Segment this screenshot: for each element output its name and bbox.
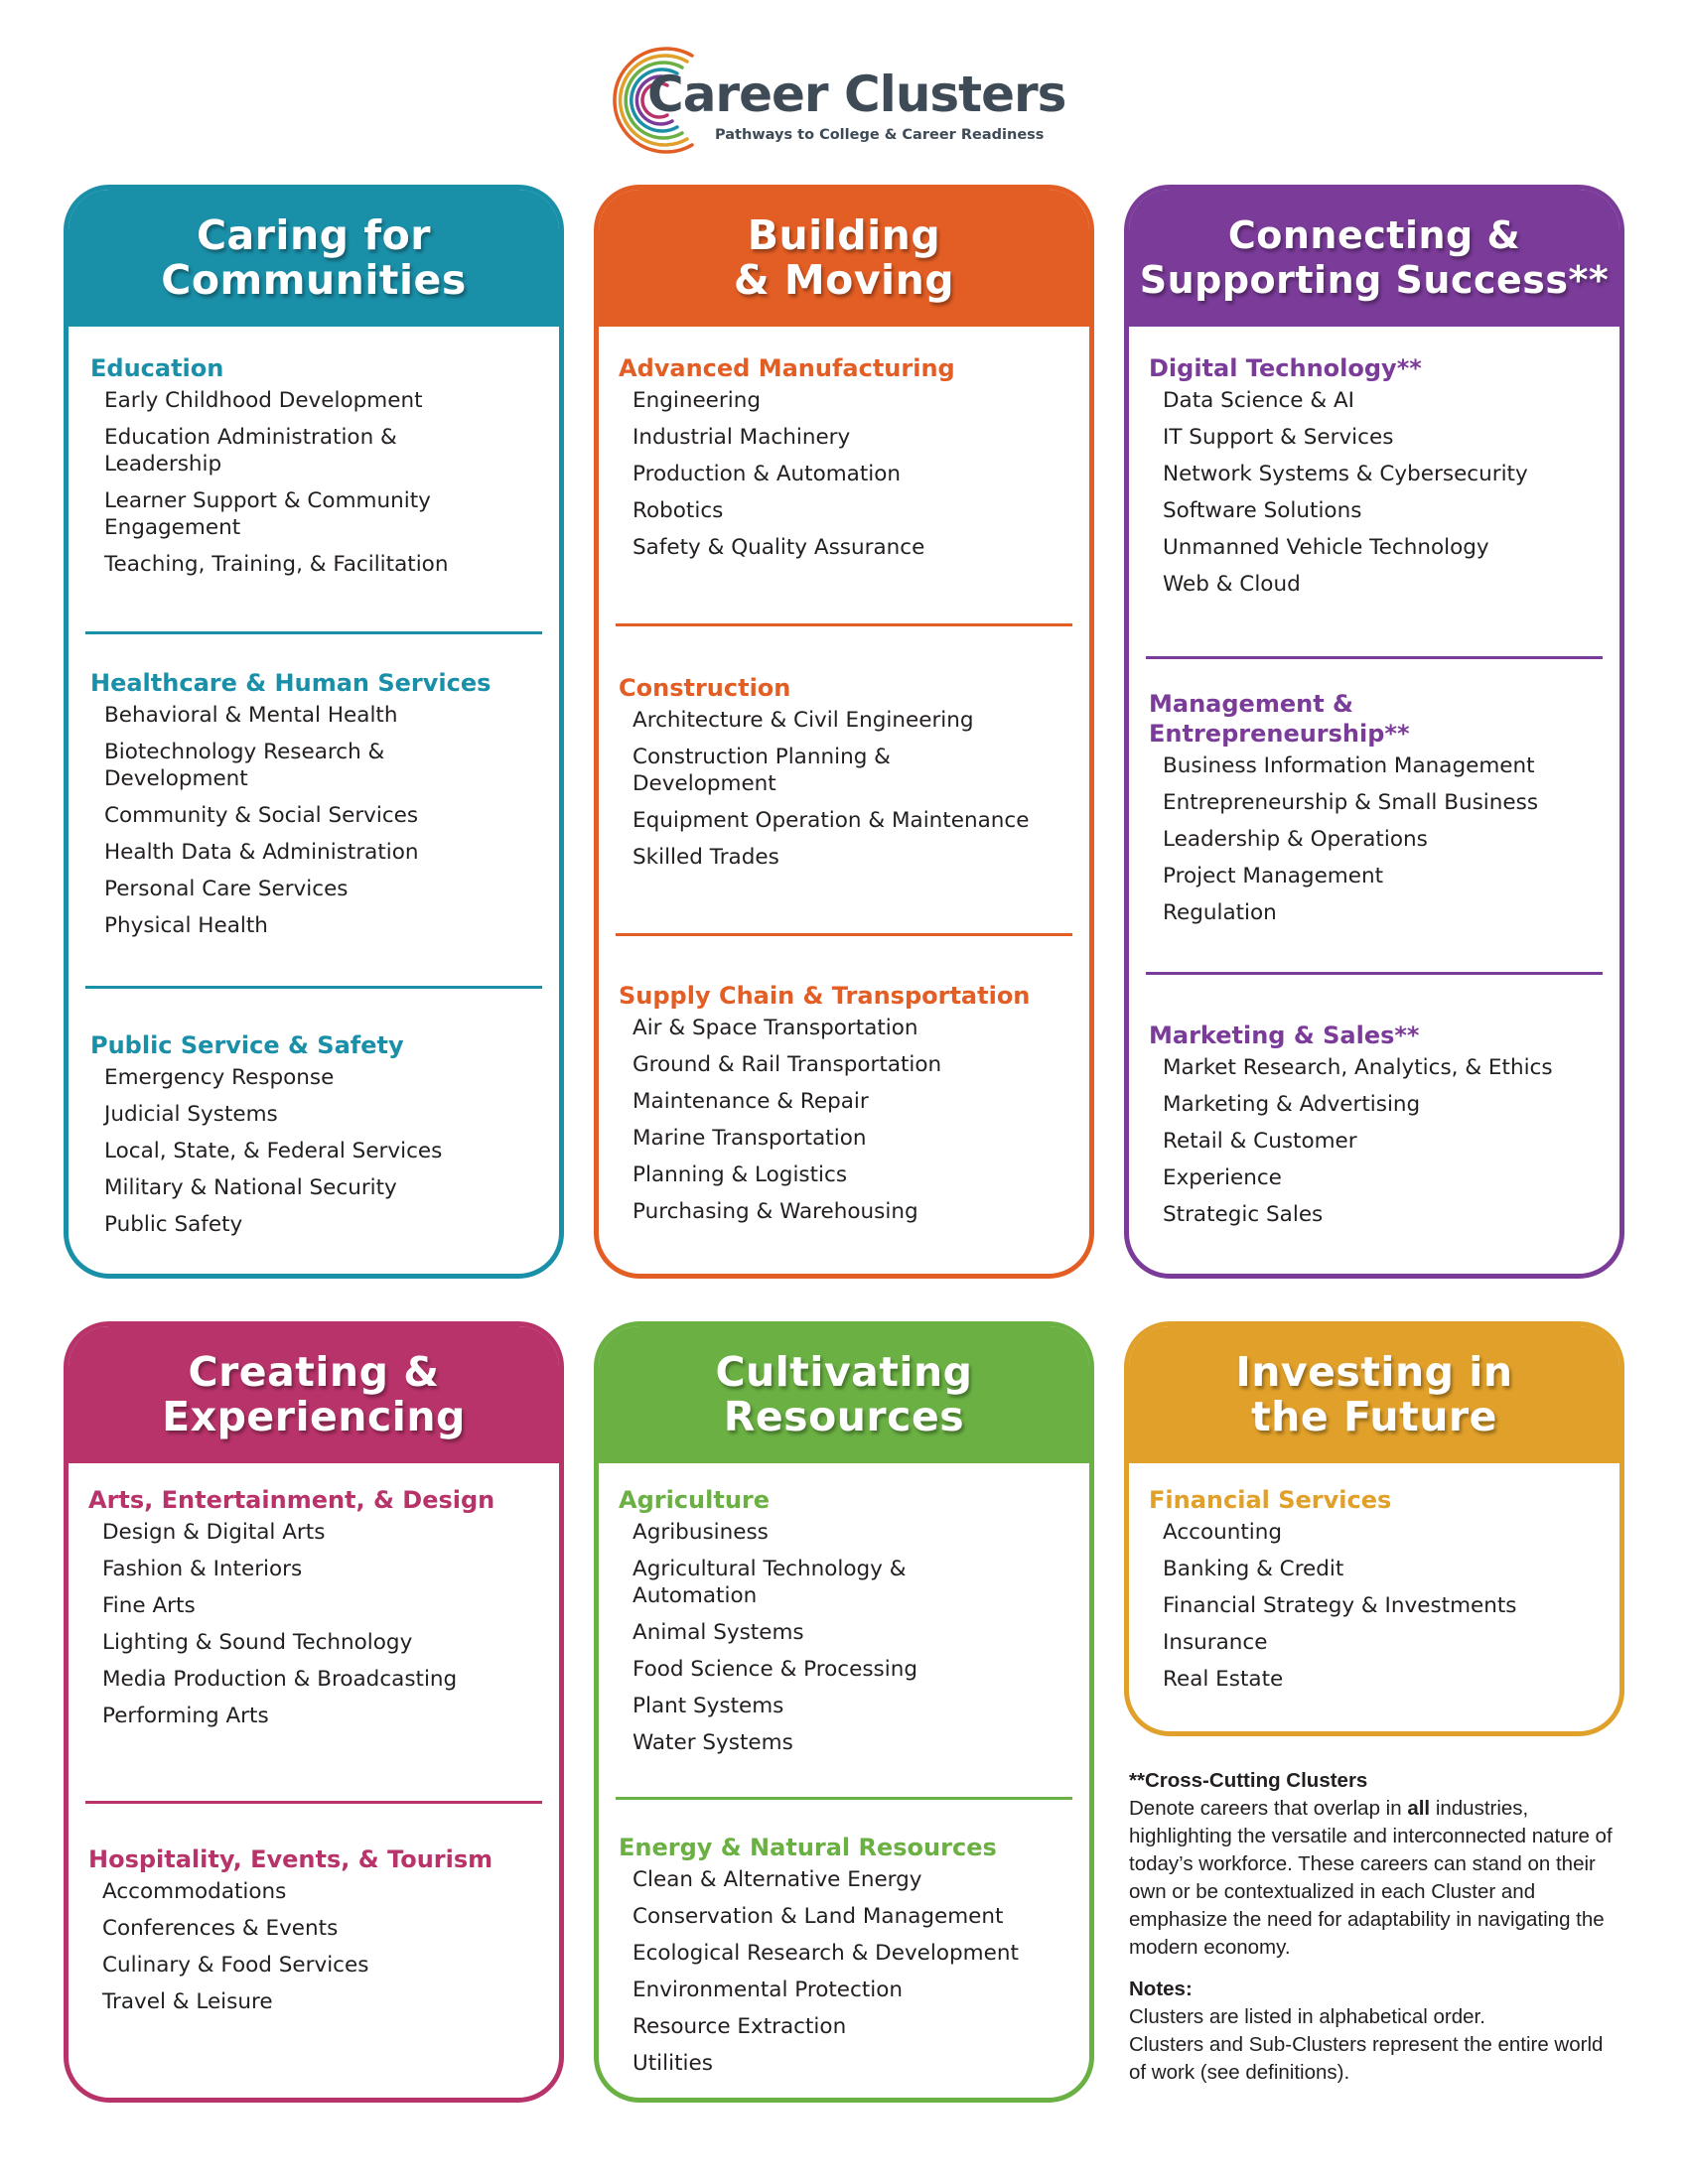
cluster-card-cultivating-resources xyxy=(594,1321,1094,2103)
pathway-item: Behavioral & Mental Health xyxy=(104,703,398,728)
notes-title: Notes: xyxy=(1129,1978,1193,2000)
pathway-item: Planning & Logistics xyxy=(633,1162,848,1187)
pathway-item: Architecture & Civil Engineering xyxy=(633,708,974,733)
pathway-item: Industrial Machinery xyxy=(633,425,851,450)
subcluster-digital-technology xyxy=(1149,353,1616,608)
pathway-item: Lighting & Sound Technology xyxy=(102,1630,413,1655)
pathway-list xyxy=(102,1878,555,2015)
subcluster-divider xyxy=(1146,972,1603,975)
pathway-item: Real Estate xyxy=(1163,1667,1284,1692)
pathway-item: Maintenance & Repair xyxy=(633,1089,869,1114)
cluster-card-connecting-and-supporting-success xyxy=(1124,185,1624,1279)
pathway-list xyxy=(104,387,557,578)
pathway-item: Retail & Customer xyxy=(1163,1129,1357,1154)
pathway-item: Market Research, Analytics, & Ethics xyxy=(1163,1055,1553,1080)
pathway-item: Environmental Protection xyxy=(633,1978,904,2002)
subcluster-advanced-manufacturing xyxy=(619,353,1085,571)
pathway-item: Fashion & Interiors xyxy=(102,1557,303,1581)
cross-cutting-title: **Cross-Cutting Clusters xyxy=(1129,1769,1368,1792)
subcluster-divider xyxy=(85,1801,542,1804)
subcluster-title: Public Service & Safety xyxy=(90,1031,404,1059)
cluster-card-caring-for-communities xyxy=(64,185,564,1279)
pathway-item: Construction Planning & Development xyxy=(633,745,891,796)
pathway-list xyxy=(633,1519,1085,1756)
pathway-item: Resource Extraction xyxy=(633,2014,847,2039)
pathway-item: Teaching, Training, & Facilitation xyxy=(104,552,449,577)
pathway-item: Ecological Research & Development xyxy=(633,1941,1019,1966)
pathway-item: Banking & Credit xyxy=(1163,1557,1344,1581)
subcluster-healthcare-and-human-services xyxy=(90,668,557,949)
subcluster-supply-chain-and-transportation xyxy=(619,981,1085,1235)
pathway-item: Skilled Trades xyxy=(633,845,779,870)
pathway-item: Emergency Response xyxy=(104,1065,335,1090)
pathway-item: Insurance xyxy=(1163,1630,1268,1655)
subcluster-agriculture xyxy=(619,1485,1085,1766)
pathway-item: Software Solutions xyxy=(1163,498,1362,523)
pathway-item: Regulation xyxy=(1163,900,1277,925)
pathway-item: Biotechnology Research & Development xyxy=(104,740,385,791)
pathway-item: Public Safety xyxy=(104,1212,243,1237)
pathway-item: Performing Arts xyxy=(102,1704,269,1728)
footnote xyxy=(1129,1767,1625,2101)
pathway-item: Media Production & Broadcasting xyxy=(102,1667,458,1692)
pathway-item: Accommodations xyxy=(102,1879,287,1904)
pathway-item: Conservation & Land Management xyxy=(633,1904,1004,1929)
pathway-item: Water Systems xyxy=(633,1730,793,1755)
pathway-item: Ground & Rail Transportation xyxy=(633,1052,942,1077)
subcluster-divider xyxy=(85,986,542,989)
pathway-item: Unmanned Vehicle Technology xyxy=(1163,535,1489,560)
pathway-list xyxy=(1163,1519,1616,1693)
cluster-card-building-and-moving xyxy=(594,185,1094,1279)
subcluster-title: Digital Technology** xyxy=(1149,354,1422,382)
pathway-item: Early Childhood Development xyxy=(104,388,423,413)
pathway-item: Clean & Alternative Energy xyxy=(633,1867,922,1892)
pathway-list xyxy=(1163,1054,1616,1228)
subcluster-construction xyxy=(619,673,1085,881)
subcluster-divider xyxy=(616,1797,1072,1800)
pathway-list xyxy=(104,702,557,939)
pathway-item: Animal Systems xyxy=(633,1620,804,1645)
pathway-item: Fine Arts xyxy=(102,1593,196,1618)
pathway-item: Culinary & Food Services xyxy=(102,1953,369,1978)
cluster-header xyxy=(599,190,1089,327)
subcluster-divider xyxy=(616,933,1072,936)
subcluster-arts-entertainment-and-design xyxy=(88,1485,555,1739)
cluster-title: Creating & Experiencing xyxy=(162,1348,466,1440)
pathway-item: Design & Digital Arts xyxy=(102,1520,326,1545)
cluster-title: Connecting & Supporting Success** xyxy=(1139,213,1610,302)
logo-tagline: Pathways to College & Career Readiness xyxy=(715,127,1045,143)
pathway-list xyxy=(1163,752,1616,926)
pathway-list xyxy=(102,1519,555,1729)
cluster-header xyxy=(599,1326,1089,1463)
subcluster-title: Construction xyxy=(619,674,791,702)
pathway-item: Military & National Security xyxy=(104,1175,397,1200)
cluster-header xyxy=(1129,1326,1619,1463)
subcluster-title: Management & Entrepreneurship** xyxy=(1149,690,1410,748)
pathway-item: Agricultural Technology & Automation xyxy=(633,1557,907,1608)
cluster-title: Investing in the Future xyxy=(1235,1348,1513,1440)
cluster-header xyxy=(1129,190,1619,327)
pathway-item: Project Management xyxy=(1163,864,1384,888)
pathway-list xyxy=(1163,387,1616,598)
pathway-item: Data Science & AI xyxy=(1163,388,1354,413)
pathway-item: Agribusiness xyxy=(633,1520,769,1545)
pathway-item: Community & Social Services xyxy=(104,803,419,828)
subcluster-title: Agriculture xyxy=(619,1486,771,1514)
pathway-item: Strategic Sales xyxy=(1163,1202,1324,1227)
cluster-card-investing-in-the-future xyxy=(1124,1321,1624,1736)
subcluster-divider xyxy=(85,631,542,634)
pathway-item: Local, State, & Federal Services xyxy=(104,1139,443,1163)
pathway-item: Engineering xyxy=(633,388,761,413)
pathway-item: Network Systems & Cybersecurity xyxy=(1163,462,1528,486)
pathway-item: Health Data & Administration xyxy=(104,840,419,865)
pathway-item: Web & Cloud xyxy=(1163,572,1301,597)
subcluster-title: Energy & Natural Resources xyxy=(619,1834,997,1861)
pathway-item: Business Information Management xyxy=(1163,753,1535,778)
pathway-item: Judicial Systems xyxy=(104,1102,278,1127)
pathway-item: IT Support & Services xyxy=(1163,425,1394,450)
cluster-header xyxy=(69,1326,559,1463)
pathway-list xyxy=(633,707,1085,871)
career-clusters-logo xyxy=(608,38,1084,167)
pathway-item: Travel & Leisure xyxy=(102,1989,273,2014)
pathway-item: Production & Automation xyxy=(633,462,902,486)
pathway-item: Experience xyxy=(1163,1165,1282,1190)
pathway-item: Food Science & Processing xyxy=(633,1657,917,1682)
pathway-item: Personal Care Services xyxy=(104,877,349,901)
subcluster-title: Healthcare & Human Services xyxy=(90,669,492,697)
pathway-item: Accounting xyxy=(1163,1520,1283,1545)
pathway-item: Conferences & Events xyxy=(102,1916,339,1941)
cluster-title: Caring for Communities xyxy=(161,211,467,304)
cluster-title: Cultivating Resources xyxy=(715,1348,973,1440)
subcluster-divider xyxy=(616,623,1072,626)
pathway-item: Leadership & Operations xyxy=(1163,827,1428,852)
pathway-item: Entrepreneurship & Small Business xyxy=(1163,790,1539,815)
subcluster-title: Marketing & Sales** xyxy=(1149,1022,1420,1049)
notes-line-1: Clusters are listed in alphabetical order. xyxy=(1129,2005,1485,2028)
pathway-list xyxy=(633,387,1085,561)
pathway-item: Physical Health xyxy=(104,913,268,938)
subcluster-title: Financial Services xyxy=(1149,1486,1392,1514)
pathway-item: Safety & Quality Assurance xyxy=(633,535,925,560)
subcluster-title: Advanced Manufacturing xyxy=(619,354,955,382)
pathway-item: Robotics xyxy=(633,498,724,523)
pathway-item: Financial Strategy & Investments xyxy=(1163,1593,1517,1618)
cross-cutting-description: Denote careers that overlap in all industries, highlighting the versatile and interconnected nature of today’s workforce. These careers can stand on their own or be contextualized in each Cluster and emphasize the need for adaptability in navigating the modern economy. xyxy=(1129,1797,1613,1959)
subcluster-energy-and-natural-resources xyxy=(619,1833,1085,2087)
subcluster-marketing-and-sales xyxy=(1149,1021,1616,1238)
subcluster-management-and-entrepreneurship xyxy=(1149,689,1616,936)
pathway-item: Plant Systems xyxy=(633,1694,784,1718)
pathway-list xyxy=(104,1064,557,1238)
subcluster-education xyxy=(90,353,557,588)
pathway-item: Air & Space Transportation xyxy=(633,1016,918,1040)
subcluster-title: Supply Chain & Transportation xyxy=(619,982,1031,1010)
subcluster-financial-services xyxy=(1149,1485,1616,1703)
pathway-item: Learner Support & Community Engagement xyxy=(104,488,431,540)
subcluster-hospitality-events-and-tourism xyxy=(88,1844,555,2025)
subcluster-divider xyxy=(1146,656,1603,659)
subcluster-title: Arts, Entertainment, & Design xyxy=(88,1486,495,1514)
cluster-header xyxy=(69,190,559,327)
pathway-item: Purchasing & Warehousing xyxy=(633,1199,918,1224)
pathway-list xyxy=(633,1015,1085,1225)
subcluster-public-service-and-safety xyxy=(90,1030,557,1248)
logo-title: Career Clusters xyxy=(647,66,1066,123)
cluster-card-creating-and-experiencing xyxy=(64,1321,564,2103)
pathway-item: Utilities xyxy=(633,2051,713,2076)
notes-line-2: Clusters and Sub-Clusters represent the entire world of work (see definitions). xyxy=(1129,2033,1604,2084)
subcluster-title: Education xyxy=(90,354,224,382)
pathway-item: Marine Transportation xyxy=(633,1126,867,1151)
pathway-item: Education Administration & Leadership xyxy=(104,425,397,477)
subcluster-title: Hospitality, Events, & Tourism xyxy=(88,1845,493,1873)
pathway-item: Equipment Operation & Maintenance xyxy=(633,808,1030,833)
pathway-list xyxy=(633,1866,1085,2077)
cluster-title: Building & Moving xyxy=(733,211,955,304)
pathway-item: Marketing & Advertising xyxy=(1163,1092,1421,1117)
